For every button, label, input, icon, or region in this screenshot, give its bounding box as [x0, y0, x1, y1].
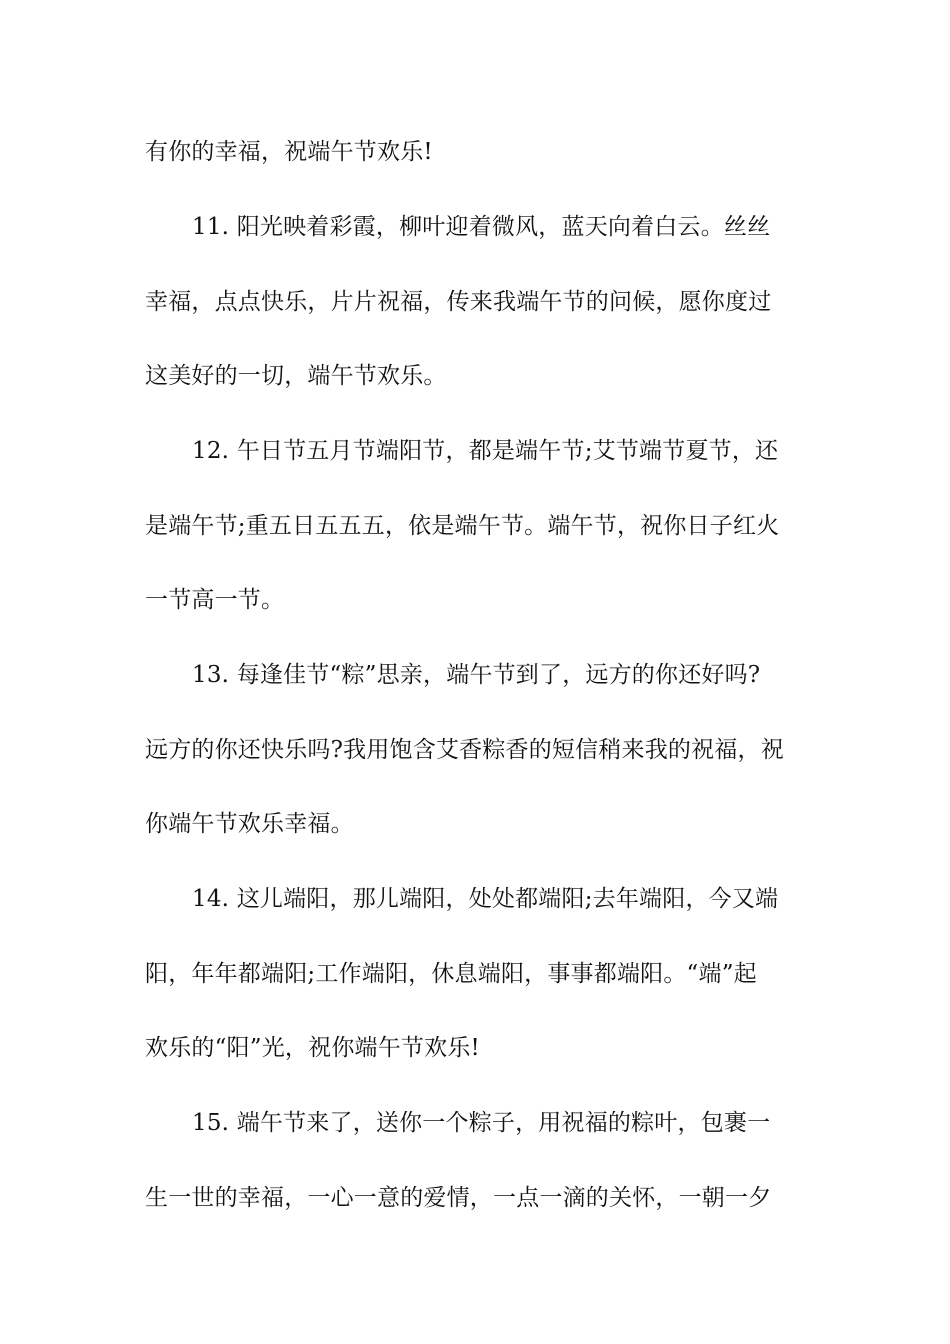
paragraph-14-line-1: 14. 这儿端阳，那儿端阳，处处都端阳;去年端阳，今又端: [192, 886, 779, 912]
paragraph-15-line-2: 生一世的幸福，一心一意的爱情，一点一滴的关怀，一朝一夕: [145, 1185, 772, 1211]
text-line: 有你的幸福，祝端午节欢乐!: [145, 139, 433, 165]
paragraph-15-line-1: 15. 端午节来了，送你一个粽子，用祝福的粽叶，包裹一: [192, 1110, 771, 1136]
paragraph-11-line-1: 11. 阳光映着彩霞，柳叶迎着微风，蓝天向着白云。丝丝: [192, 214, 771, 240]
paragraph-12-line-1: 12. 午日节五月节端阳节，都是端午节;艾节端节夏节，还: [192, 438, 779, 464]
paragraph-13-line-3: 你端午节欢乐幸福。: [145, 811, 354, 837]
paragraph-11-line-2: 幸福，点点快乐，片片祝福，传来我端午节的问候，愿你度过: [145, 289, 772, 315]
paragraph-13-line-1: 13. 每逢佳节“粽”思亲，端午节到了，远方的你还好吗?: [192, 662, 761, 688]
paragraph-13-line-2: 远方的你还快乐吗?我用饱含艾香粽香的短信稍来我的祝福，祝: [145, 737, 784, 763]
paragraph-14-line-3: 欢乐的“阳”光，祝你端午节欢乐!: [145, 1035, 480, 1061]
paragraph-14-line-2: 阳，年年都端阳;工作端阳，休息端阳，事事都端阳。“端”起: [145, 961, 757, 987]
paragraph-11-line-3: 这美好的一切，端午节欢乐。: [145, 363, 447, 389]
paragraph-12-line-2: 是端午节;重五日五五五，依是端午节。端午节，祝你日子红火: [145, 513, 780, 539]
paragraph-12-line-3: 一节高一节。: [145, 587, 285, 613]
